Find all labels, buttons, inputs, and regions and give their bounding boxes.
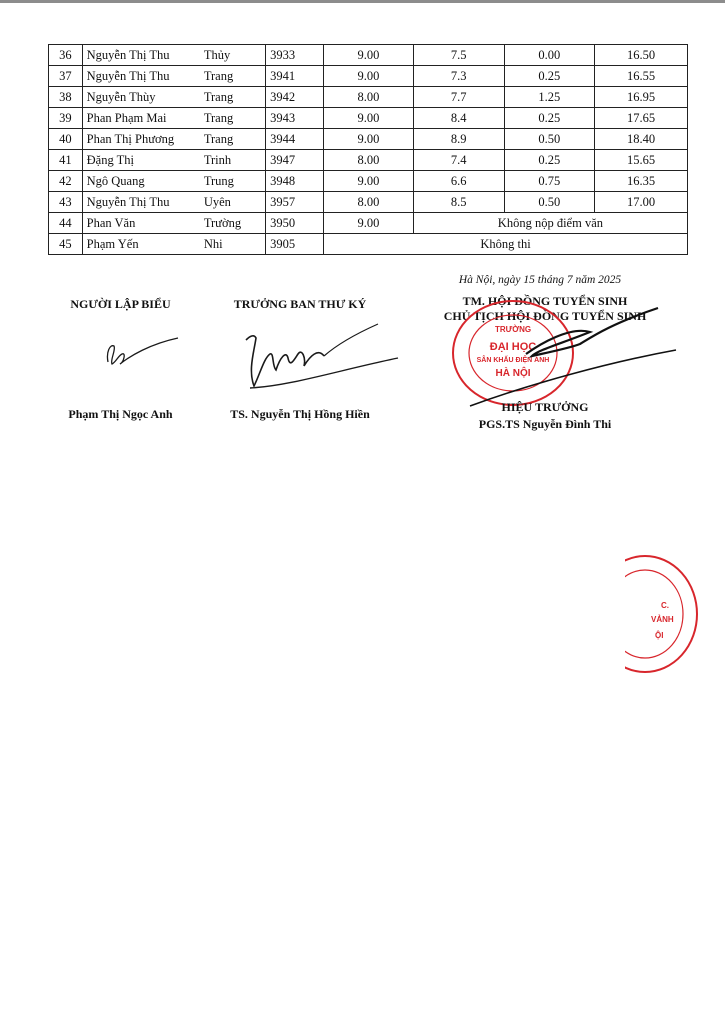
preparer-name: Phạm Thị Ngọc Anh	[68, 407, 173, 421]
seal-line2: ĐẠI HỌC	[489, 341, 537, 353]
table-row	[49, 87, 688, 108]
table-row	[49, 129, 688, 150]
cell-score-3: 0.25	[504, 66, 595, 87]
cell-score-1: 8.00	[324, 87, 414, 108]
cell-note: Không thi	[324, 234, 688, 255]
cell-note: Không nộp điểm văn	[413, 213, 687, 234]
cell-surname: Đặng Thị	[82, 150, 200, 171]
preparer-signature	[100, 332, 182, 374]
table-row	[49, 45, 688, 66]
cell-surname: Nguyễn Thị Thu	[82, 45, 200, 66]
svg-text:VẢNH: VẢNH	[651, 615, 674, 624]
cell-score-2: 8.5	[413, 192, 504, 213]
cell-surname: Phan Văn	[82, 213, 200, 234]
cell-surname: Phan Phạm Mai	[82, 108, 200, 129]
cell-stt: 43	[49, 192, 83, 213]
cell-score-1: 9.00	[324, 171, 414, 192]
cell-score-2: 7.4	[413, 150, 504, 171]
cell-given-name: Nhi	[200, 234, 266, 255]
svg-text:C.: C.	[661, 601, 669, 610]
preparer-role: NGƯỜI LẬP BIỂU	[70, 297, 171, 311]
table-row	[49, 171, 688, 192]
cell-total: 17.65	[595, 108, 688, 129]
cell-score-3: 0.25	[504, 108, 595, 129]
table-row	[49, 66, 688, 87]
chair-role-line2: CHỦ TỊCH HỘI ĐỒNG TUYỂN SINH	[443, 309, 647, 323]
cell-score-1: 8.00	[324, 150, 414, 171]
cell-total: 16.95	[595, 87, 688, 108]
cell-total: 15.65	[595, 150, 688, 171]
cell-score-2: 8.9	[413, 129, 504, 150]
table-row	[49, 213, 688, 234]
cell-score-3: 0.00	[504, 45, 595, 66]
cell-score-1: 9.00	[324, 213, 414, 234]
cell-stt: 41	[49, 150, 83, 171]
cell-given-name: Thủy	[200, 45, 266, 66]
svg-text:ỘI: ỘI	[655, 631, 664, 640]
cell-total: 16.35	[595, 171, 688, 192]
cell-score-3: 0.25	[504, 150, 595, 171]
cell-score-2: 6.6	[413, 171, 504, 192]
cell-stt: 44	[49, 213, 83, 234]
cell-score-1: 9.00	[324, 66, 414, 87]
cell-score-2: 7.7	[413, 87, 504, 108]
cell-given-name: Trung	[200, 171, 266, 192]
cell-candidate-number: 3943	[266, 108, 324, 129]
cell-given-name: Trang	[200, 108, 266, 129]
cell-candidate-number: 3957	[266, 192, 324, 213]
cell-surname: Phan Thị Phương	[82, 129, 200, 150]
score-table-body	[49, 45, 688, 255]
cell-total: 16.55	[595, 66, 688, 87]
cell-score-2: 8.4	[413, 108, 504, 129]
cell-stt: 37	[49, 66, 83, 87]
cell-candidate-number: 3933	[266, 45, 324, 66]
cell-given-name: Trinh	[200, 150, 266, 171]
chair-name: PGS.TS Nguyễn Đình Thi	[478, 417, 612, 431]
table-row	[49, 234, 688, 255]
table-row	[49, 108, 688, 129]
secretary-name: TS. Nguyễn Thị Hồng Hiền	[230, 407, 370, 421]
cell-score-1: 9.00	[324, 129, 414, 150]
partial-seal-margin	[625, 552, 725, 676]
cell-surname: Ngô Quang	[82, 171, 200, 192]
cell-surname: Phạm Yến	[82, 234, 200, 255]
seal-line3: SÂN KHẤU ĐIỆN ẢNH	[476, 357, 550, 364]
cell-stt: 42	[49, 171, 83, 192]
cell-stt: 36	[49, 45, 83, 66]
cell-score-3: 0.50	[504, 129, 595, 150]
cell-stt: 45	[49, 234, 83, 255]
cell-stt: 40	[49, 129, 83, 150]
secretary-signature	[220, 318, 405, 398]
cell-score-1: 9.00	[324, 108, 414, 129]
cell-candidate-number: 3944	[266, 129, 324, 150]
cell-score-3: 1.25	[504, 87, 595, 108]
cell-given-name: Trang	[200, 66, 266, 87]
cell-total: 18.40	[595, 129, 688, 150]
cell-surname: Nguyễn Thị Thu	[82, 192, 200, 213]
cell-score-3: 0.50	[504, 192, 595, 213]
cell-score-2: 7.3	[413, 66, 504, 87]
seal-line4: HÀ NỘI	[495, 368, 531, 379]
chair-signature	[440, 304, 680, 414]
cell-score-1: 9.00	[324, 45, 414, 66]
chair-role-line1: TM. HỘI ĐỒNG TUYỂN SINH	[462, 294, 628, 308]
cell-stt: 39	[49, 108, 83, 129]
cell-candidate-number: 3905	[266, 234, 324, 255]
cell-total: 16.50	[595, 45, 688, 66]
score-table	[48, 44, 688, 255]
scan-top-edge	[0, 0, 725, 3]
seal-line1: TRƯỜNG	[494, 325, 532, 334]
cell-given-name: Uyên	[200, 192, 266, 213]
chair-title: HIỆU TRƯỞNG	[501, 400, 589, 414]
cell-total: 17.00	[595, 192, 688, 213]
cell-candidate-number: 3941	[266, 66, 324, 87]
cell-stt: 38	[49, 87, 83, 108]
cell-given-name: Trường	[200, 213, 266, 234]
cell-surname: Nguyễn Thị Thu	[82, 66, 200, 87]
cell-candidate-number: 3950	[266, 213, 324, 234]
cell-given-name: Trang	[200, 87, 266, 108]
cell-score-3: 0.75	[504, 171, 595, 192]
cell-candidate-number: 3942	[266, 87, 324, 108]
cell-score-2: 7.5	[413, 45, 504, 66]
cell-candidate-number: 3948	[266, 171, 324, 192]
cell-score-1: 8.00	[324, 192, 414, 213]
cell-given-name: Trang	[200, 129, 266, 150]
table-row	[49, 150, 688, 171]
secretary-role: TRƯỞNG BAN THƯ KÝ	[233, 297, 367, 311]
date-line: Hà Nội, ngày 15 tháng 7 năm 2025	[458, 274, 622, 286]
table-row	[49, 192, 688, 213]
cell-surname: Nguyễn Thùy	[82, 87, 200, 108]
cell-candidate-number: 3947	[266, 150, 324, 171]
